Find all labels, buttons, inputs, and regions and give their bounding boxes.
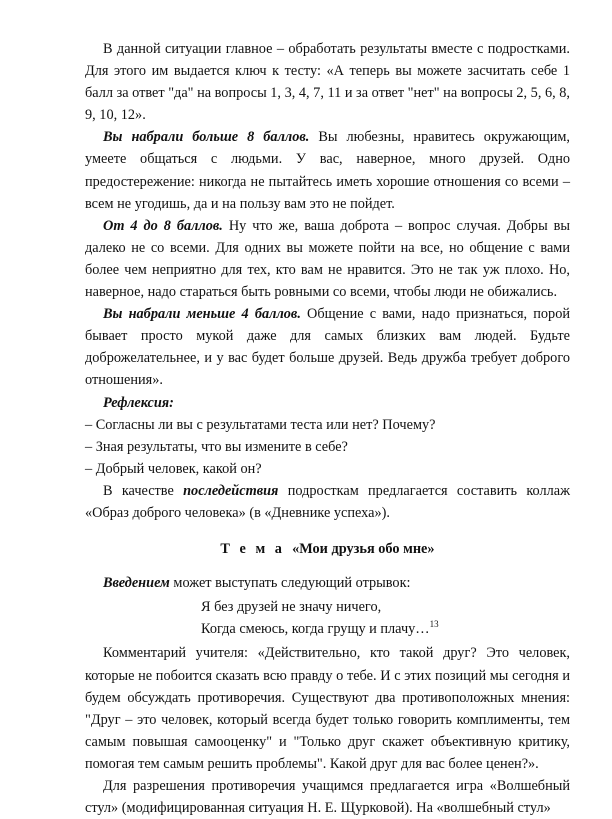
topic-label: Т е м а bbox=[220, 541, 285, 558]
result-heading: От 4 до 8 баллов. bbox=[103, 217, 223, 234]
page-content bbox=[85, 38, 570, 819]
poem-line: Я без друзей не значу ничего, bbox=[201, 599, 382, 616]
after-effect-term: последействия bbox=[183, 482, 279, 499]
reflection-question: – Зная результаты, что вы измените в себе? bbox=[85, 438, 348, 455]
paragraph-test-key: В данной ситуации главное – обработать результаты вместе с подростками. Для этого им выдается ключ к тесту: «А теперь вы можете засчитать себе 1 балл за ответ "да" на вопросы 1, 3, 4, 7, 11 и за ответ "нет" на вопросы 2, 5, 6, 8, 9, 10, 12». bbox=[85, 41, 570, 124]
reflection-question: – Добрый человек, какой он? bbox=[85, 460, 262, 477]
result-more-than-8 bbox=[85, 126, 570, 214]
result-text: Общение с вами, надо признаться, порой бывает просто мукой даже для самых близких вам людей. Будьте доброжелательнее, и у вас будет больше друзей. Ведь дружба требует доброго отношения». bbox=[85, 306, 570, 389]
poem-line bbox=[85, 618, 570, 640]
result-text: Ну что же, ваша доброта – вопрос случая. Добры вы далеко не со всеми. Для одних вы можете пойти на все, но общение с вами более чем неприятно для тех, кто вам не нравится. Это не так уж плохо. Но, наверное, надо стараться быть ровными со всеми, чтобы люди не обижались. bbox=[85, 217, 570, 301]
intro-term: Введением bbox=[103, 575, 170, 592]
result-text: Вы любезны, нравитесь окружающим, умеете общаться с людьми. У вас, наверное, много друзей. Одно предостережение: никогда не пытайтесь иметь хорошие отношения со всеми – всем не угодишь, да и на пользу вам это не пойдет. bbox=[85, 129, 571, 212]
topic-title: «Мои друзья обо мне» bbox=[292, 541, 435, 558]
paragraph-intro bbox=[85, 572, 570, 594]
reflection-heading: Рефлексия: bbox=[103, 394, 174, 411]
result-heading: Вы набрали больше 8 баллов. bbox=[103, 129, 310, 146]
paragraph-magic-chair: Для разрешения противоречия учащимся предлагается игра «Волшебный стул» (модифицированная ситуация Н. Е. Щурковой). На «волшебный стул» bbox=[85, 778, 570, 817]
result-less-than-4 bbox=[85, 303, 570, 391]
topic-heading bbox=[85, 538, 570, 560]
footnote-ref: 13 bbox=[429, 619, 439, 630]
paragraph-teacher-comment: Комментарий учителя: «Действительно, кто такой друг? Это человек, которые не побоится сказать всю правду о тебе. И с этих позиций мы сегодня и будем обсуждать противоречия. Существуют два противоположных мнения: "Друг – это человек, который всегда будет только говорить комплименты, тем самым повышая самооценку" и "Только друг скажет объективную критику, помогая тем самым решить проблемы". Какой друг для вас более ценен?». bbox=[85, 645, 570, 772]
paragraph-after-effect bbox=[85, 480, 570, 524]
result-4-to-8 bbox=[85, 215, 570, 303]
text-span: В качестве bbox=[103, 482, 184, 499]
reflection-question: – Согласны ли вы с результатами теста или нет? Почему? bbox=[85, 416, 436, 433]
result-heading: Вы набрали меньше 4 баллов. bbox=[103, 306, 301, 323]
text-span: может выступать следующий отрывок: bbox=[169, 575, 411, 592]
text-span: подросткам предлагается составить коллаж «Образ доброго человека» (в «Дневнике успеха»). bbox=[85, 482, 570, 521]
poem-text: Когда смеюсь, когда грущу и плачу… bbox=[201, 621, 430, 638]
